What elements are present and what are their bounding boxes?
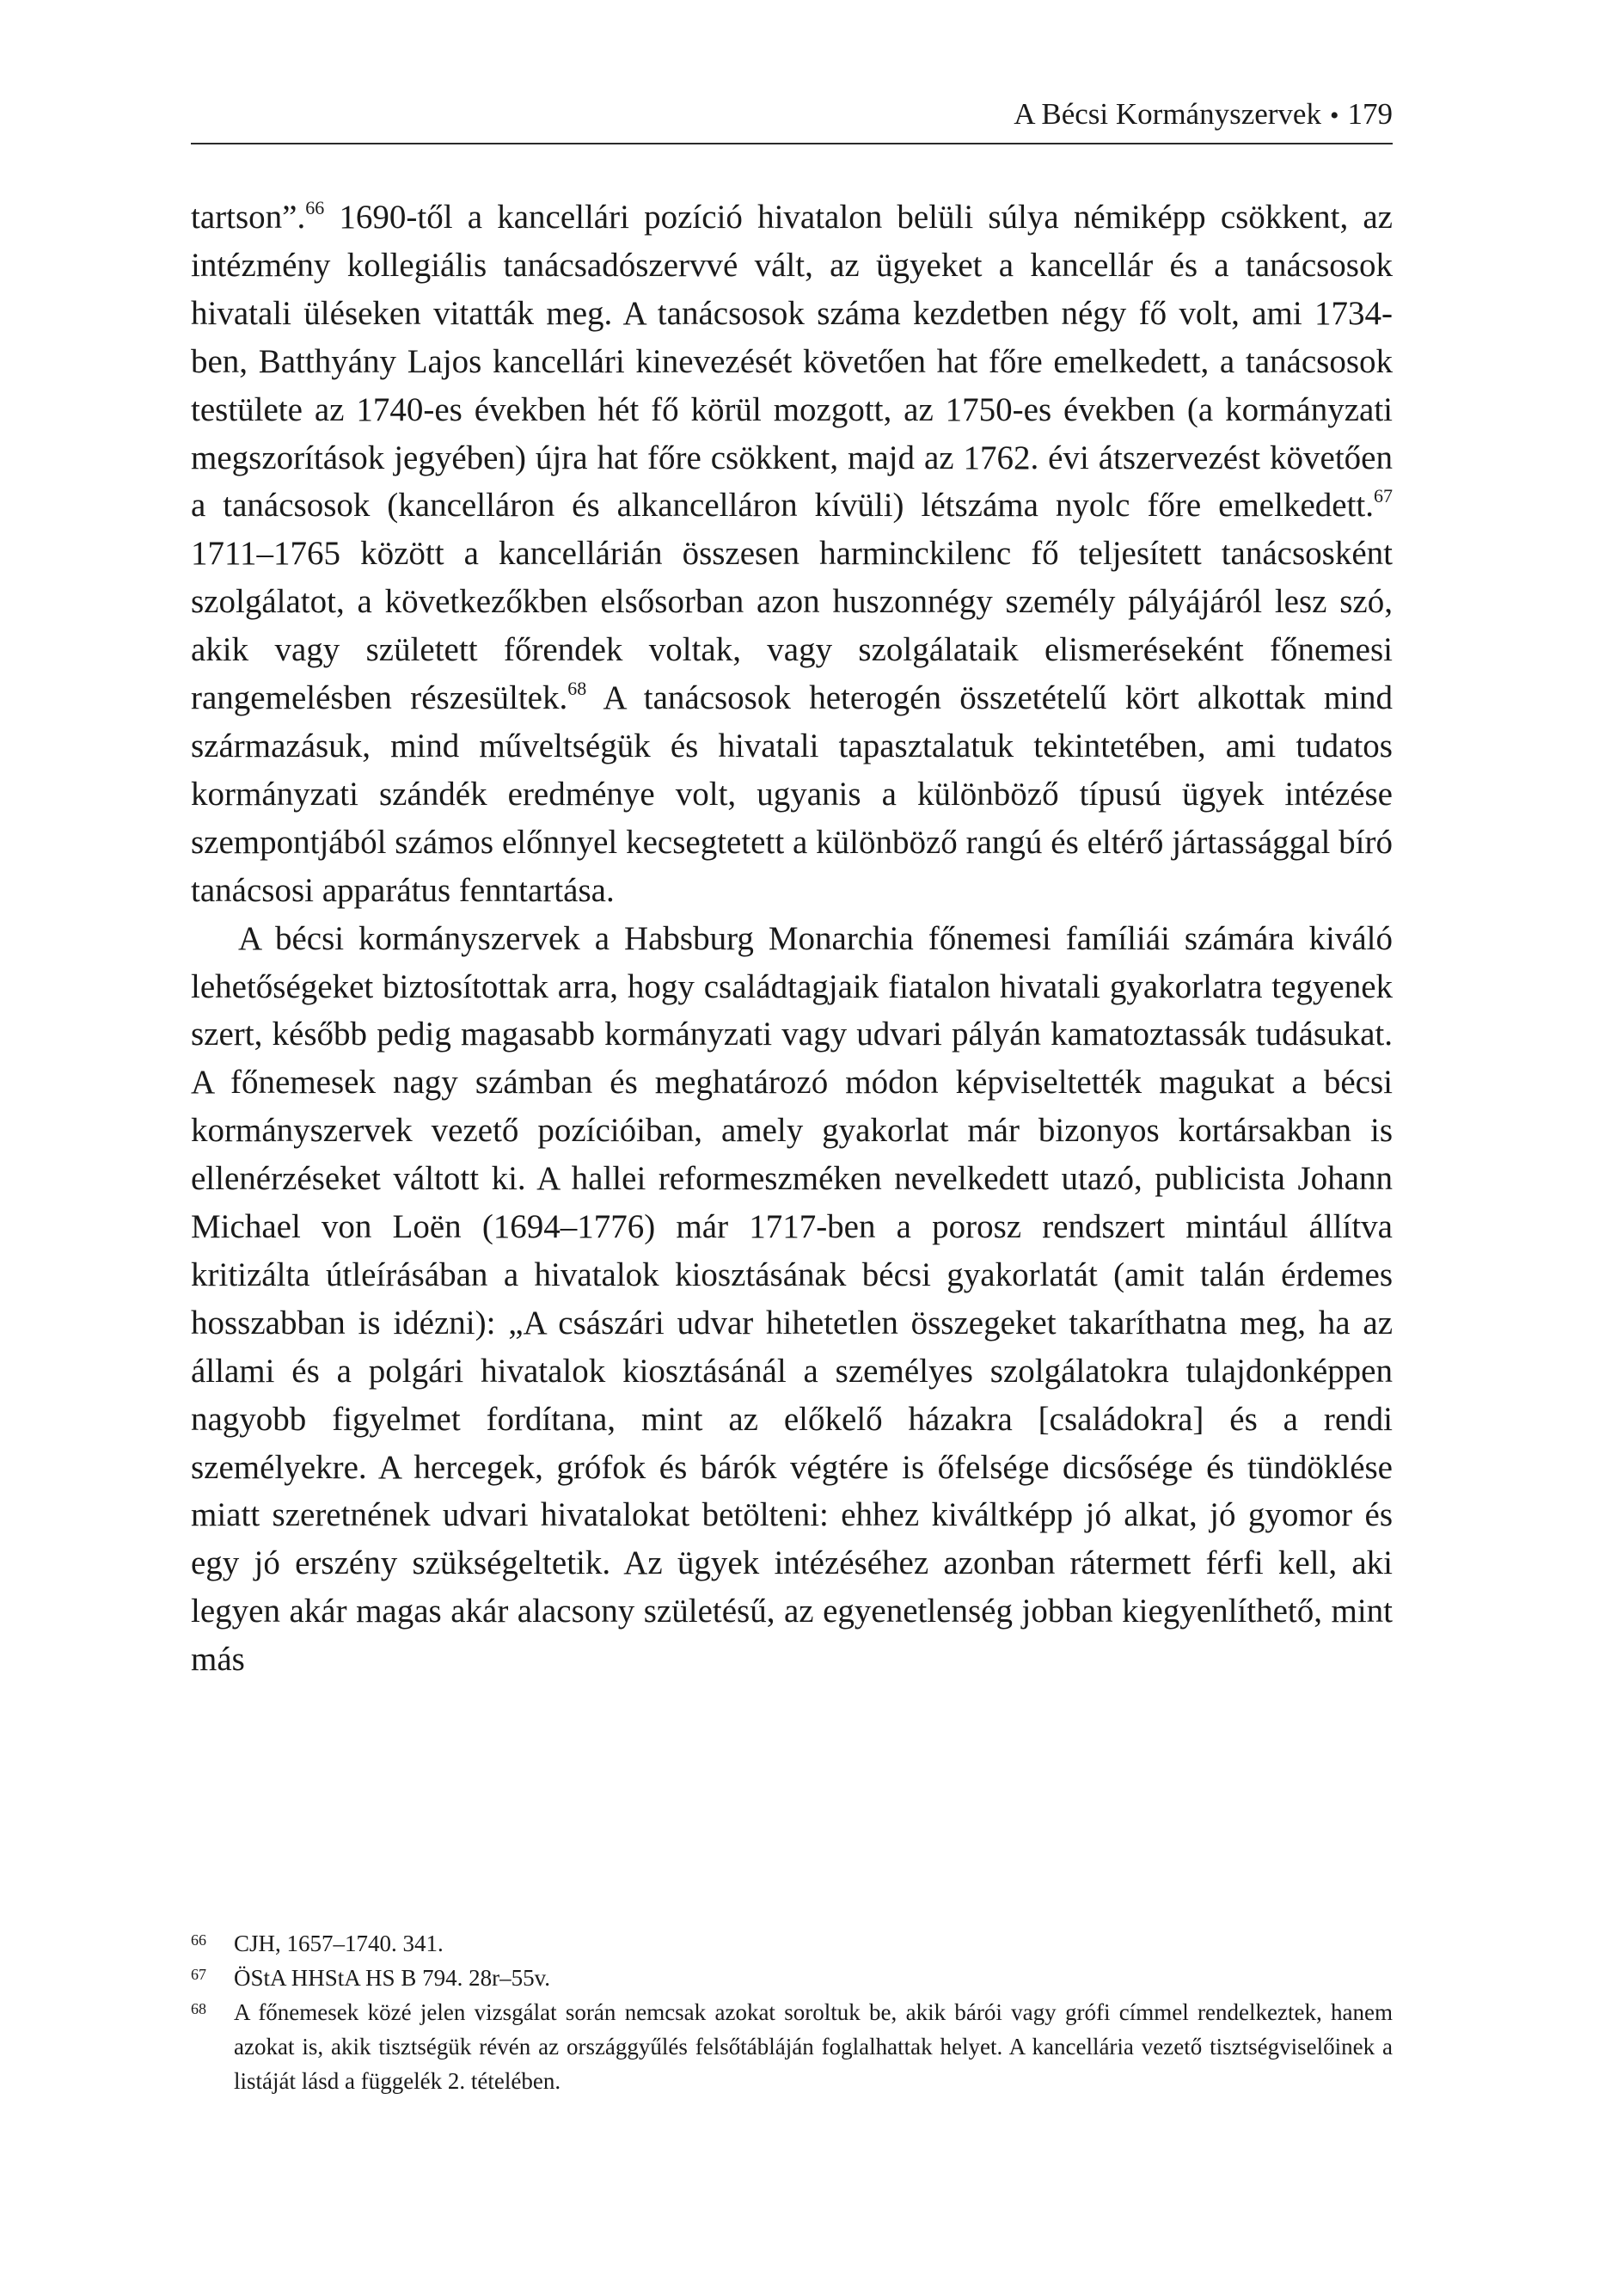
footnote-68 (191, 1995, 1393, 2098)
running-head (191, 86, 1393, 144)
running-head-title: A Bécsi Kormányszervek (1014, 97, 1321, 131)
footnote-number: 68 (191, 2000, 206, 2017)
footnote-67 (191, 1961, 1393, 1995)
running-head-bullet: • (1329, 101, 1339, 130)
paragraph-1-text-1: tartson”. (191, 199, 306, 236)
footnotes (191, 1926, 1393, 2098)
paragraph-2: A bécsi kormányszervek a Habsburg Monarchia főnemesi famíliái számára kiváló lehetőségeket biztosítottak arra, hogy családtagjaik fiatalon hivatali gyakorlatra tegyenek szert, később pedig magasabb kormányzati vagy udvari pályán kamatoztassák tudásukat. A főnemesek nagy számban és meghatározó módon képviseltették magukat a bécsi kormányszervek vezető pozícióiban, amely gyakorlat már bizonyos kortársakban is ellenérzéseket váltott ki. A hallei reformeszméken nevelkedett utazó, publicista Johann Michael von Loën (1694–1776) már 1717-ben a porosz rendszert mintául állítva kritizálta útleírásában a hivatalok kiosztásának bécsi gyakorlatát (amit talán érdemes hosszabban is idézni): „A császári udvar hihetetlen összegeket takaríthatna meg, ha az állami és a polgári hivatalok kiosztásánál a személyes szolgálatokra tulajdonképpen nagyobb figyelmet fordítana, mint az előkelő házakra [családokra] és a rendi személyekre. A hercegek, grófok és bárók végtére is őfelsége dicsősége és tündöklése miatt szeretnének udvari hivatalokat betölteni: ehhez kiváltképp jó alkat, jó gyomor és egy jó erszény szükségeltetik. Az ügyek intézéséhez azonban rátermett férfi kell, aki legyen akár magas akár alacsony születésű, az egyenetlenség jobban kiegyenlíthető, mint más (191, 919, 1393, 1679)
footnote-text: CJH, 1657–1740. 341. (234, 1931, 444, 1956)
footnote-number: 67 (191, 1966, 206, 1983)
body-text (191, 193, 1393, 1684)
paragraph-1-text-4: A tanácsosok heterogén összetételű kört alkottak mind származásuk, mind műveltségük és hivatali tapasztalatuk tekintetében, ami tudatos kormányzati szándék eredménye volt, ugyanis a különböző típusú ügyek intézése szempontjából számos előnnyel kecsegtetett a különböző rangú és eltérő jártassággal bíró tanácsosi apparátus fenntartása. (191, 679, 1393, 909)
footnote-ref-67[interactable]: 67 (1374, 485, 1393, 507)
paragraph-1-text-3: 1711–1765 között a kancellárián összesen harminckilenc fő teljesített tanácsosként szolgálatot, a következőkben elsősorban azon huszonnégy személy pályájáról lesz szó, akik vagy született főrendek voltak, vagy szolgálataik elismeréseként főnemesi rangemelésben részesültek. (191, 535, 1393, 717)
footnote-66 (191, 1926, 1393, 1961)
paragraph-1-text-2: 1690-től a kancellári pozíció hivatalon belüli súlya némiképp csökkent, az intézmény kollegiális tanácsadószervvé vált, az ügyeket a kancellár és a tanácsosok hivatali üléseken vitatták meg. A tanácsosok száma kezdetben négy fő volt, ami 1734-ben, Batthyány Lajos kancellári kinevezését követően hat főre emelkedett, a tanácsosok testülete az 1740-es években hét fő körül mozgott, az 1750-es években (a kormányzati megszorítások jegyében) újra hat főre csökkent, majd az 1762. évi átszervezést követően a tanácsosok (kancelláron és alkancelláron kívüli) létszáma nyolc főre emelkedett. (191, 199, 1393, 525)
footnote-ref-68[interactable]: 68 (567, 678, 587, 700)
page-number: 179 (1347, 97, 1393, 131)
footnote-text: ÖStA HHStA HS B 794. 28r–55v. (234, 1965, 551, 1991)
footnote-ref-66[interactable]: 66 (305, 197, 325, 218)
footnote-text: A főnemesek közé jelen vizsgálat során nemcsak azokat soroltuk be, akik bárói vagy grófi címmel rendelkeztek, hanem azokat is, akik tisztségük révén az országgyűlés felsőtábláján foglalhattak helyet. A kancellária vezető tisztségviselőinek a listáját lásd a függelék 2. tételében. (234, 1999, 1393, 2094)
footnote-number: 66 (191, 1931, 206, 1949)
paragraph-1 (191, 193, 1393, 915)
